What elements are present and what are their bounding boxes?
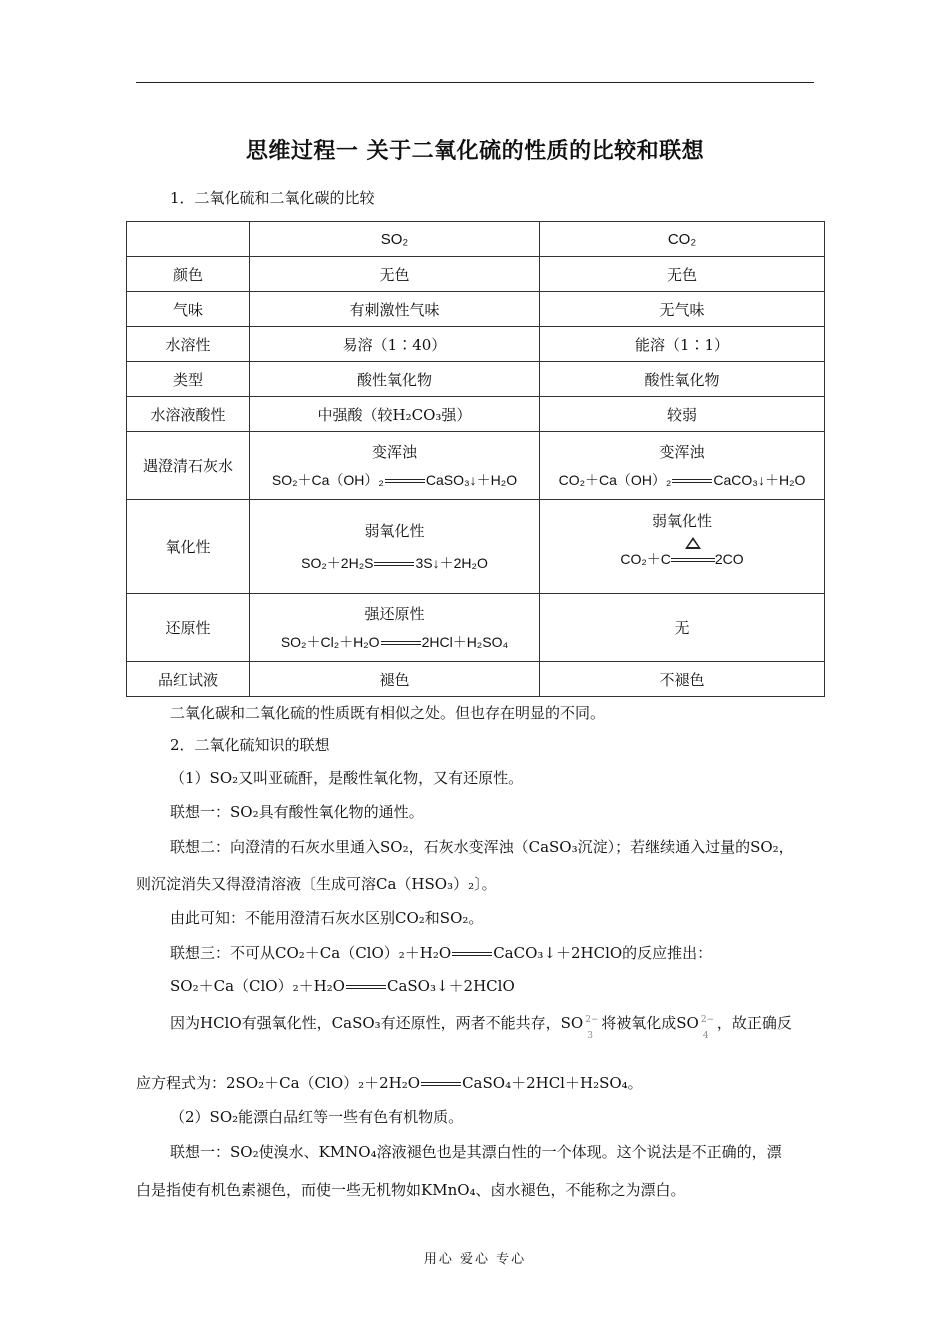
equation-right: CaSO₃↓＋2HClO (386, 977, 515, 995)
header-rule (136, 82, 814, 83)
equation-left: CO₂＋Ca（OH）₂ (558, 472, 672, 488)
row-label: 品红试液 (127, 662, 250, 697)
row-label: 水溶液酸性 (127, 397, 250, 432)
comparison-table (126, 221, 825, 697)
equation-right: 2CO (714, 551, 744, 567)
table-row (127, 327, 825, 362)
heat-triangle-icon (685, 537, 701, 549)
co2-cell (540, 500, 825, 594)
row-label: 氧化性 (127, 500, 250, 594)
co2-cell: 较弱 (540, 397, 825, 432)
equation (272, 470, 517, 490)
row-label: 类型 (127, 362, 250, 397)
cell-text: 变浑浊 (371, 443, 417, 461)
text-segment: 将被氧化成SO (601, 1014, 699, 1032)
table-row (127, 662, 825, 697)
ion-charge: 2− (700, 1015, 715, 1025)
equals-sign (452, 952, 492, 956)
paragraph: （1）SO₂又叫亚硫酐，是酸性氧化物，又有还原性。 (170, 769, 524, 787)
equation-line (136, 1073, 643, 1093)
so2-cell (250, 500, 540, 594)
co2-cell: 无色 (540, 257, 825, 292)
sulfite-ion-marks (583, 1014, 601, 1041)
cell-text: 变浑浊 (659, 443, 705, 461)
co2-cell (540, 432, 825, 500)
section1-heading: 1．二氧化硫和二氧化碳的比较 (170, 189, 375, 207)
equation-right: 3S↓＋2H₂O (415, 555, 488, 571)
heat-condition (671, 553, 715, 567)
ion-subscript: 4 (702, 1031, 709, 1041)
cell-text: 强还原性 (364, 605, 425, 623)
paragraph: 白是指使有机色素褪色，而使一些无机物如KMnO₄、卤水褪色，不能称之为漂白。 (136, 1181, 686, 1199)
equation (559, 470, 806, 490)
row-label: 还原性 (127, 594, 250, 662)
page-title: 思维过程一 关于二氧化硫的性质的比较和联想 (245, 139, 705, 164)
so2-cell: 酸性氧化物 (250, 362, 540, 397)
row-label: 颜色 (127, 257, 250, 292)
co2-cell: 不褪色 (540, 662, 825, 697)
equation-left: SO₂＋2H₂S (301, 555, 374, 571)
equation-left: SO₂＋Ca（OH）₂ (271, 472, 384, 488)
co2-cell: 酸性氧化物 (540, 362, 825, 397)
equals-sign (374, 562, 414, 566)
co2-cell: 无 (540, 594, 825, 662)
table-header-co2: CO₂ (540, 222, 825, 257)
so2-cell: 褪色 (250, 662, 540, 697)
equation (301, 553, 488, 573)
table-row-reducing (127, 594, 825, 662)
summary-paragraph: 二氧化碳和二氧化硫的性质既有相似之处。但也存在明显的不同。 (170, 704, 606, 722)
equals-sign (671, 558, 715, 562)
so2-cell: 中强酸（较H₂CO₃强） (250, 397, 540, 432)
equation (281, 632, 508, 652)
equals-sign (381, 641, 421, 645)
row-label: 气味 (127, 292, 250, 327)
table-row (127, 292, 825, 327)
equation-left: 联想三：不可从CO₂＋Ca（ClO）₂＋H₂O (170, 944, 452, 962)
so2-cell: 无色 (250, 257, 540, 292)
so2-cell (250, 594, 540, 662)
table-header-so2: SO₂ (250, 222, 540, 257)
section2-heading: 2．二氧化硫知识的联想 (170, 736, 330, 754)
equation-left: 应方程式为：2SO₂＋Ca（ClO）₂＋2H₂O (136, 1074, 421, 1092)
equals-sign (672, 479, 712, 483)
table-row-oxidizing (127, 500, 825, 594)
co2-cell: 无气味 (540, 292, 825, 327)
equation-left: CO₂＋C (620, 551, 671, 567)
page-footer: 用心 爱心 专心 (423, 1252, 527, 1267)
row-label: 水溶性 (127, 327, 250, 362)
equation-right: CaSO₃↓＋H₂O (425, 472, 518, 488)
equation-left: SO₂＋Ca（ClO）₂＋H₂O (170, 977, 345, 995)
row-label: 遇澄清石灰水 (127, 432, 250, 500)
equation-right: CaCO₃↓＋2HClO的反应推出： (493, 944, 713, 962)
table-row (127, 257, 825, 292)
table-header-row (127, 222, 825, 257)
table-row (127, 362, 825, 397)
paragraph: （2）SO₂能漂白品红等一些有色有机物质。 (170, 1108, 464, 1126)
table-row (127, 397, 825, 432)
paragraph: 联想一：SO₂使溴水、KMNO₄溶液褪色也是其漂白性的一个体现。这个说法是不正确的，漂 (170, 1143, 782, 1161)
table-row-limewater (127, 432, 825, 500)
cell-text: 弱氧化性 (651, 512, 712, 530)
equals-sign (421, 1082, 461, 1086)
equals-sign (385, 479, 425, 483)
text-segment: 因为HClO有强氧化性，CaSO₃有还原性，两者不能共存，SO (170, 1014, 584, 1032)
sulfate-ion-marks (699, 1014, 717, 1041)
table-header-blank (127, 222, 250, 257)
equation-right: CaCO₃↓＋H₂O (713, 472, 806, 488)
paragraph: 由此可知：不能用澄清石灰水区别CO₂和SO₂。 (170, 909, 484, 927)
equals-sign (346, 985, 386, 989)
text-segment: ，故正确反 (716, 1014, 792, 1032)
equation-right: CaSO₄＋2HCl＋H₂SO₄。 (462, 1074, 643, 1092)
ion-subscript: 3 (587, 1031, 593, 1041)
equation (620, 549, 743, 569)
so2-cell: 有刺激性气味 (250, 292, 540, 327)
paragraph (170, 1013, 792, 1041)
so2-cell (250, 432, 540, 500)
paragraph-equation (170, 943, 712, 963)
equation-line (170, 976, 515, 996)
paragraph: 联想一：SO₂具有酸性氧化物的通性。 (170, 803, 424, 821)
co2-cell: 能溶（1∶1） (540, 327, 825, 362)
cell-text: 弱氧化性 (364, 522, 425, 540)
equation-left: SO₂＋Cl₂＋H₂O (280, 634, 380, 650)
ion-charge: 2− (585, 1015, 599, 1025)
equation-right: 2HCl＋H₂SO₄ (421, 634, 509, 650)
so2-cell: 易溶（1∶40） (250, 327, 540, 362)
paragraph: 则沉淀消失又得澄清溶液〔生成可溶Ca（HSO₃）₂〕。 (136, 875, 497, 893)
paragraph: 联想二：向澄清的石灰水里通入SO₂，石灰水变浑浊（CaSO₃沉淀）；若继续通入过量的SO₂， (170, 838, 794, 856)
